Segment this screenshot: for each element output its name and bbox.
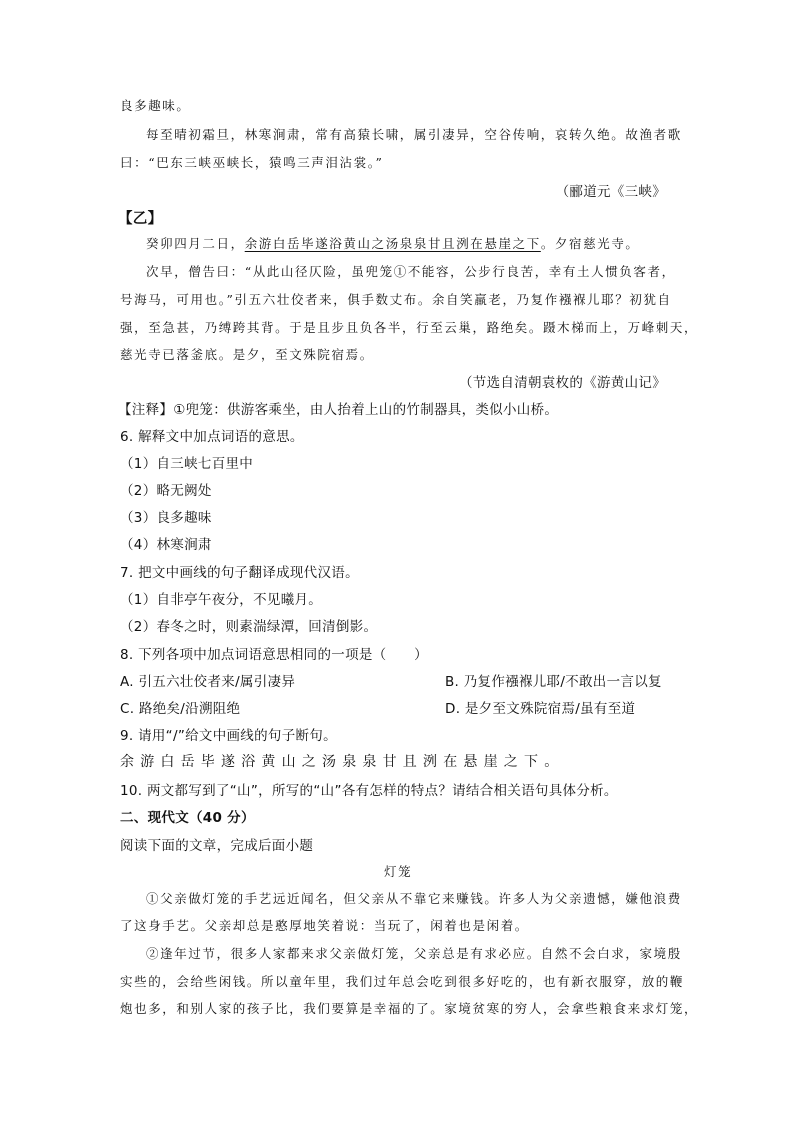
text-line: 曰：“巴东三峡巫峡长，猿鸣三声泪沾裳。” bbox=[120, 155, 384, 170]
question-7: 7. 把文中画线的句子翻译成现代汉语。 bbox=[120, 565, 359, 581]
question-9: 9. 请用“/”给文中画线的句子断句。 bbox=[120, 728, 337, 744]
section-label: 【乙】 bbox=[118, 211, 163, 227]
text-segment: 癸卯四月二日， bbox=[146, 236, 245, 251]
source-citation: （郦道元《三峡》 bbox=[555, 184, 666, 200]
text-line: 次早，僧告曰：“从此山径仄险，虽兜笼①不能容，公步行良苦，幸有土人惯负客者， bbox=[146, 264, 676, 279]
text-line bbox=[146, 234, 640, 252]
text-segment: 。夕宿慈光寺。 bbox=[540, 236, 640, 251]
question-item: （2）略无阙处 bbox=[120, 483, 212, 499]
question-item: （1）自三峡七百里中 bbox=[120, 456, 254, 472]
text-line: 良多趣味。 bbox=[120, 98, 191, 113]
text-line: 实些的，会给些闲钱。所以童年里，我们过年总会吃到很多好吃的，也有新衣服穿，放的鞭 bbox=[120, 974, 685, 989]
text-line: 每至晴初霜旦，林寒涧肃，常有高猿长啸，属引凄异，空谷传响，哀转久绝。故渔者歌 bbox=[146, 127, 682, 142]
question-item: （3）良多趣味 bbox=[120, 510, 212, 526]
option-d: D. 是夕至文殊院宿焉/虽有至道 bbox=[445, 701, 636, 717]
option-a: A. 引五六壮佼者来/属引凄异 bbox=[120, 674, 296, 690]
question-10: 10. 两文都写到了“山”，所写的“山”各有怎样的特点？请结合相关语句具体分析。 bbox=[120, 783, 618, 799]
text-line: ②逢年过节，很多人家都来求父亲做灯笼，父亲总是有求必应。自然不会白求，家境殷 bbox=[146, 946, 682, 961]
question-6: 6. 解释文中加点词语的意思。 bbox=[120, 429, 304, 445]
text-line: 炮也多，和别人家的孩子比，我们要算是幸福的了。家境贫寒的穷人，会拿些粮食来求灯笼， bbox=[120, 1001, 699, 1016]
option-b: B. 乃复作襁褓儿耶/不敢出一言以复 bbox=[445, 674, 662, 690]
punctuation-sentence: 余游白岳毕遂浴黄山之汤泉泉甘且洌在悬崖之下。 bbox=[120, 754, 565, 770]
question-item: （4）林寒涧肃 bbox=[120, 537, 212, 553]
source-citation: （节选自清朝袁枚的《游黄山记》 bbox=[459, 375, 666, 391]
text-line: ①父亲做灯笼的手艺远近闻名，但父亲从不靠它来赚钱。许多人为父亲遗憾，嫌他浪费 bbox=[146, 891, 682, 906]
question-8: 8. 下列各项中加点词语意思相同的一项是（ ） bbox=[120, 647, 428, 663]
question-item: （1）自非亭午夜分，不见曦月。 bbox=[120, 592, 323, 608]
text-line: 强，至急甚，乃缚跨其背。于是且步且负各半，行至云巢，路绝矣。蹑木梯而上，万峰刺天， bbox=[120, 320, 699, 335]
option-c: C. 路绝矣/沿溯阻绝 bbox=[120, 701, 241, 717]
underlined-sentence: 余游白岳毕遂浴黄山之汤泉泉甘且洌在悬崖之下 bbox=[244, 236, 541, 251]
text-line: 号海马，可用也。”引五六壮佼者来，俱手数丈布。余自笑羸老，乃复作襁褓儿耶？初犹自 bbox=[120, 292, 672, 307]
text-line: 慈光寺已落釜底。是夕，至文殊院宿焉。 bbox=[120, 347, 374, 362]
article-title: 灯笼 bbox=[384, 864, 413, 879]
question-item: （2）春冬之时，则素湍绿潭，回清倒影。 bbox=[120, 619, 378, 635]
instruction-text: 阅读下面的文章，完成后面小题 bbox=[120, 838, 314, 854]
annotation-note: 【注释】①兜笼：供游客乘坐，由人抬着上山的竹制器具，类似小山桥。 bbox=[118, 402, 559, 418]
section-heading: 二、现代文（40 分） bbox=[120, 810, 255, 826]
text-line: 了这身手艺。父亲却总是憨厚地笑着说：当玩了，闲着也是闲着。 bbox=[120, 918, 529, 933]
